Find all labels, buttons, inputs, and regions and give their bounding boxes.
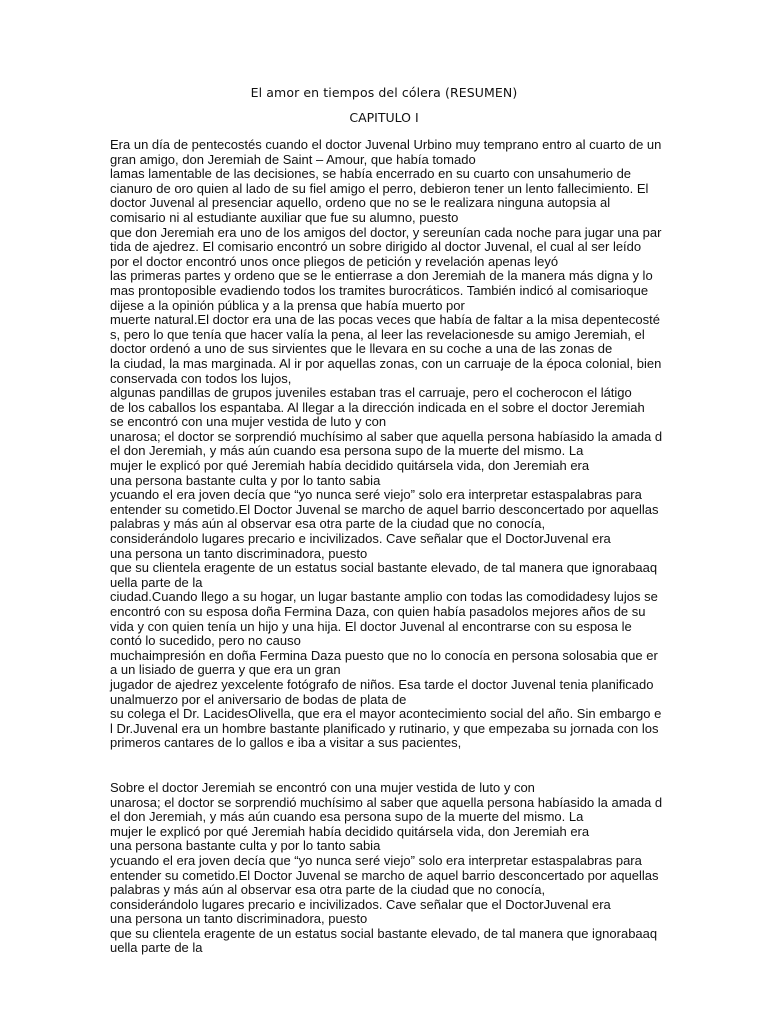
text-line: doctor Juvenal al presenciar aquello, ordeno que no se le realizara ninguna autopsia al <box>110 195 611 211</box>
text-line: muchaimpresión en doña Fermina Daza puesto que no lo conocía en persona solosabia que er <box>110 647 658 663</box>
text-line: uella parte de la <box>110 940 203 956</box>
text-line: la ciudad, la mas marginada. Al ir por aquellas zonas, con un carruaje de la época colonial, bien <box>110 355 662 371</box>
chapter-heading: CAPITULO I <box>349 110 419 125</box>
text-line: unalmuerzo por el aniversario de bodas de plata de <box>110 691 407 707</box>
text-line: lamas lamentable de las decisiones, se había encerrado en su cuarto con unsahumerio de <box>110 166 632 182</box>
text-line: una persona bastante culta y por lo tanto sabia <box>110 472 381 488</box>
text-line: mujer le explicó por qué Jeremiah había decidido quitársela vida, don Jeremiah era <box>110 823 590 839</box>
text-line: algunas pandillas de grupos juveniles estaban tras el carruaje, pero el cocherocon el látigo <box>110 385 632 401</box>
document-title: El amor en tiempos del cólera (RESUMEN) <box>250 85 518 100</box>
text-line: ycuando el era joven decía que “yo nunca seré viejo” solo era interpretar estaspalabras para <box>110 852 642 868</box>
text-line: su colega el Dr. LacidesOlivella, que era el mayor acontecimiento social del año. Sin embargo e <box>110 706 662 722</box>
text-line: entender su cometido.El Doctor Juvenal se marcho de aquel barrio desconcertado por aquellas <box>110 867 659 883</box>
document-body <box>110 138 670 956</box>
paragraph-gap <box>110 751 670 781</box>
text-line: unarosa; el doctor se sorprendió muchísimo al saber que aquella persona habíasido la amada d <box>110 428 663 444</box>
text-line: contó lo sucedido, pero no causo <box>110 633 301 649</box>
text-line: palabras y más aún al observar esa otra parte de la ciudad que no conocía, <box>110 516 546 532</box>
text-line: muerte natural.El doctor era una de las pocas veces que había de faltar a la misa depentecosté <box>110 312 660 328</box>
text-line: gran amigo, don Jeremiah de Saint – Amour, que había tomado <box>110 151 476 167</box>
text-line: considerándolo lugares precario e incivilizados. Cave señalar que el DoctorJuvenal era <box>110 531 611 547</box>
text-line: doctor ordenó a uno de sus sirvientes que le llevara en su coche a una de las zonas de <box>110 341 613 357</box>
text-line: que don Jeremiah era uno de los amigos del doctor, y sereunían cada noche para jugar una par <box>110 224 662 240</box>
text-line: una persona un tanto discriminadora, puesto <box>110 911 368 927</box>
text-line: primeros cantares de lo gallos e iba a visitar a sus pacientes, <box>110 735 462 751</box>
text-line: ciudad.Cuando llego a su hogar, un lugar bastante amplio con todas las comodidadesy lujos se <box>110 589 658 605</box>
text-line: que su clientela eragente de un estatus social bastante elevado, de tal manera que ignorabaaq <box>110 560 658 576</box>
text-line: que su clientela eragente de un estatus social bastante elevado, de tal manera que ignorabaaq <box>110 925 658 941</box>
text-line: cianuro de oro quien al lado de su fiel amigo el perro, debieron tener un lento fallecimiento. El <box>110 180 649 196</box>
text-line: vida y con quien tenía un hijo y una hija. El doctor Juvenal al encontrarse con su esposa le <box>110 618 632 634</box>
text-line: considerándolo lugares precario e incivilizados. Cave señalar que el DoctorJuvenal era <box>110 896 611 912</box>
text-line: una persona bastante culta y por lo tanto sabia <box>110 838 381 854</box>
text-line: comisario ni al estudiante auxiliar que fue su alumno, puesto <box>110 209 459 225</box>
text-line: el don Jeremiah, y más aún cuando esa persona supo de la muerte del mismo. La <box>110 809 584 825</box>
paragraph-2 <box>110 781 670 956</box>
text-line: tida de ajedrez. El comisario encontró un sobre dirigido al doctor Juvenal, el cual al ser leído <box>110 239 642 255</box>
text-line: el don Jeremiah, y más aún cuando esa persona supo de la muerte del mismo. La <box>110 443 584 459</box>
text-line: Sobre el doctor Jeremiah se encontró con una mujer vestida de luto y con <box>110 779 535 795</box>
text-line: entender su cometido.El Doctor Juvenal se marcho de aquel barrio desconcertado por aquellas <box>110 501 659 517</box>
text-line: dijese a la opinión pública y a la prensa que había muerto por <box>110 297 465 313</box>
text-line: mujer le explicó por qué Jeremiah había decidido quitársela vida, don Jeremiah era <box>110 458 590 474</box>
text-line: Era un día de pentecostés cuando el doctor Juvenal Urbino muy temprano entro al cuarto de un <box>110 137 662 152</box>
text-line: s, pero lo que tenía que hacer valía la pena, al leer las revelacionesde su amigo Jeremiah, el <box>110 326 645 342</box>
text-line: de los caballos los espantaba. Al llegar a la dirección indicada en el sobre el doctor Jeremiah <box>110 399 645 415</box>
text-line: jugador de ajedrez yexcelente fotógrafo de niños. Esa tarde el doctor Juvenal tenia planificado <box>110 676 654 692</box>
text-line: conservada con todos los lujos, <box>110 370 292 386</box>
text-line: palabras y más aún al observar esa otra parte de la ciudad que no conocía, <box>110 882 546 898</box>
text-line: unarosa; el doctor se sorprendió muchísimo al saber que aquella persona habíasido la amada d <box>110 794 663 810</box>
text-line: las primeras partes y ordeno que se le entierrase a don Jeremiah de la manera más digna y lo <box>110 268 653 284</box>
text-line: se encontró con una mujer vestida de luto y con <box>110 414 387 430</box>
text-line: mas prontoposible evadiendo todos los tramites burocráticos. También indicó al comisarioque <box>110 282 649 298</box>
text-line: una persona un tanto discriminadora, puesto <box>110 545 368 561</box>
text-line: uella parte de la <box>110 574 203 590</box>
text-line: ycuando el era joven decía que “yo nunca seré viejo” solo era interpretar estaspalabras para <box>110 487 642 503</box>
text-line: por el doctor encontró unos once pliegos de petición y revelación apenas leyó <box>110 253 559 269</box>
paragraph-1 <box>110 138 670 751</box>
text-line: a un lisiado de guerra y que era un gran <box>110 662 341 678</box>
text-line: l Dr.Juvenal era un hombre bastante planificado y rutinario, y que empezaba su jornada con los <box>110 720 659 736</box>
text-line: encontró con su esposa doña Fermina Daza, con quien había pasadolos mejores años de su <box>110 604 646 619</box>
